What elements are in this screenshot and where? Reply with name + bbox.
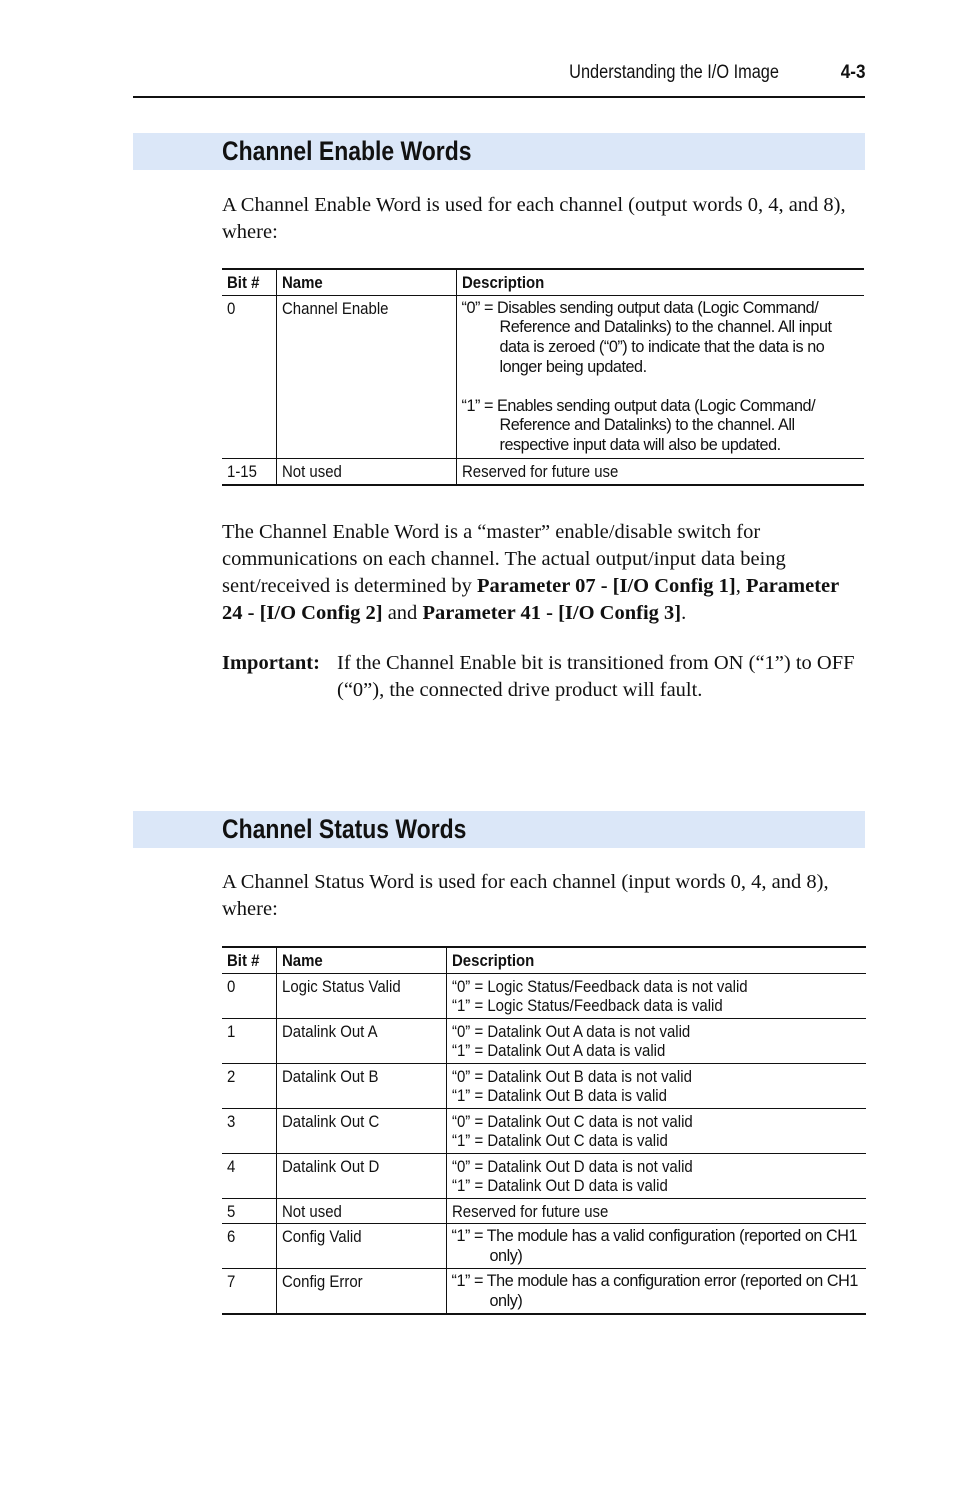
parameter-reference: Parameter 41 - [I/O Config 3] (422, 602, 682, 624)
description-cell (446, 1224, 866, 1269)
column-header: Bit # (222, 269, 276, 295)
bit-cell: 2 (222, 1063, 276, 1108)
table-header-row (222, 947, 866, 973)
table-row (222, 1198, 866, 1224)
enable-explanation-paragraph: The Channel Enable Word is a “master” enable/disable switch for communications on each channel. The actual output/input data being sent/received is determined by Parameter 07 - [I/O Config 1], Parameter 24 - [I/O Config 2] and Parameter 41 - [I/O Config 3]. (222, 521, 839, 624)
status-intro-paragraph: A Channel Status Word is used for each channel (input words 0, 4, and 8), where: (222, 871, 829, 920)
description-cell: “0” = Datalink Out B data is not valid “1” = Datalink Out B data is valid (446, 1063, 866, 1108)
running-header-title: Understanding the I/O Image (569, 62, 779, 83)
column-header: Name (276, 269, 456, 295)
table-header-row (222, 269, 864, 295)
description-cell: Reserved for future use (456, 459, 864, 485)
table-row (222, 459, 864, 485)
name-cell: Logic Status Valid (276, 973, 446, 1018)
table-row (222, 1063, 866, 1108)
enable-intro-paragraph: A Channel Enable Word is used for each channel (output words 0, 4, and 8), where: (222, 194, 846, 243)
table-row (222, 973, 866, 1018)
parameter-reference: Parameter 24 - [I/O Config 2] (222, 575, 839, 624)
description-cell: “0” = Datalink Out C data is not valid “1” = Datalink Out C data is valid (446, 1108, 866, 1153)
name-cell: Datalink Out D (276, 1153, 446, 1198)
description-line: “0” = Disables sending output data (Logic Command/ Reference and Datalinks) to the channel. All input data is zeroed (“0”) to indicate that the data is no longer being updated. (461, 298, 832, 376)
name-cell: Channel Enable (276, 295, 456, 459)
bit-cell: 0 (222, 973, 276, 1018)
description-cell (446, 1269, 866, 1315)
column-header: Name (276, 947, 446, 973)
column-header: Description (446, 947, 866, 973)
bit-cell: 1 (222, 1018, 276, 1063)
section-heading-channel-status: Channel Status Words (222, 814, 467, 844)
page-number: 4-3 (840, 62, 865, 83)
description-cell: “0” = Logic Status/Feedback data is not valid “1” = Logic Status/Feedback data is valid (446, 973, 866, 1018)
section-heading-band (133, 133, 865, 170)
parameter-reference: Parameter 07 - [I/O Config 1] (477, 575, 736, 597)
section-heading-band (133, 811, 865, 848)
description-cell: “0” = Datalink Out D data is not valid “1” = Datalink Out D data is valid (446, 1153, 866, 1198)
description-cell: Reserved for future use (446, 1198, 866, 1224)
channel-enable-table (222, 268, 864, 486)
column-header: Bit # (222, 947, 276, 973)
page-header (133, 58, 865, 98)
bit-cell: 7 (222, 1269, 276, 1315)
channel-status-table (222, 946, 866, 1315)
table-row (222, 1269, 866, 1315)
description-line: “1” = The module has a configuration error (reported on CH1 only) (451, 1272, 858, 1310)
name-cell: Not used (276, 459, 456, 485)
table-row (222, 1224, 866, 1269)
description-cell: “0” = Datalink Out A data is not valid “1” = Datalink Out A data is valid (446, 1018, 866, 1063)
bit-cell: 3 (222, 1108, 276, 1153)
name-cell: Datalink Out B (276, 1063, 446, 1108)
important-text: If the Channel Enable bit is transitioned from ON (“1”) to OFF (“0”), the connected drive product will fault. (337, 652, 855, 701)
table-row (222, 1018, 866, 1063)
name-cell: Config Valid (276, 1224, 446, 1269)
important-label: Important: (222, 652, 320, 674)
table-row (222, 1108, 866, 1153)
name-cell: Datalink Out A (276, 1018, 446, 1063)
name-cell: Not used (276, 1198, 446, 1224)
bit-cell: 5 (222, 1198, 276, 1224)
column-header: Description (456, 269, 864, 295)
bit-cell: 1-15 (222, 459, 276, 485)
name-cell: Datalink Out C (276, 1108, 446, 1153)
bit-cell: 4 (222, 1153, 276, 1198)
description-line: “1” = Enables sending output data (Logic Command/ Reference and Datalinks) to the channel. All respective input data will also be updated. (461, 396, 816, 455)
bit-cell: 6 (222, 1224, 276, 1269)
description-line: “1” = The module has a valid configuration (reported on CH1 only) (451, 1227, 858, 1265)
description-cell (456, 295, 864, 459)
table-row (222, 1153, 866, 1198)
bit-cell: 0 (222, 295, 276, 459)
name-cell: Config Error (276, 1269, 446, 1315)
table-row (222, 295, 864, 459)
section-heading-channel-enable: Channel Enable Words (222, 136, 472, 166)
